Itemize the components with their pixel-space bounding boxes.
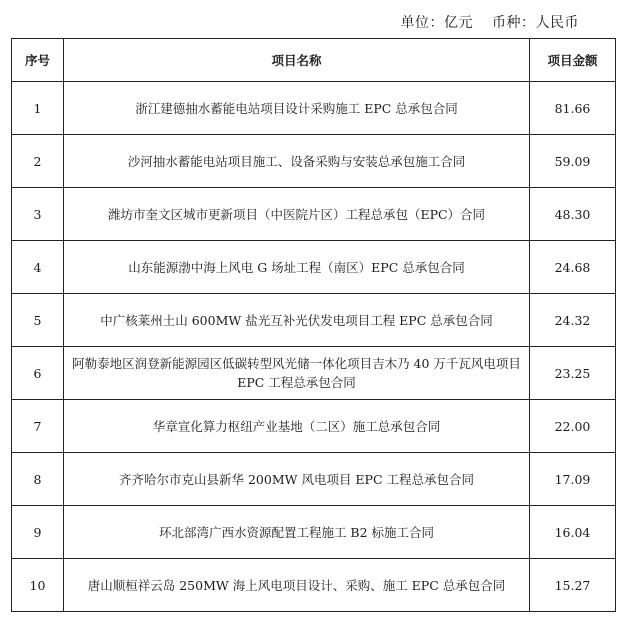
row-number-cell: 4 [12,241,64,294]
table-row [12,294,616,347]
amount-cell: 48.30 [530,188,616,241]
header-name: 项目名称 [64,39,530,82]
amount-cell: 17.09 [530,453,616,506]
project-name-cell: 山东能源渤中海上风电 G 场址工程（南区）EPC 总承包合同 [64,241,530,294]
table-row [12,241,616,294]
project-name-cell: 环北部湾广西水资源配置工程施工 B2 标施工合同 [64,506,530,559]
project-name-cell: 唐山顺桓祥云岛 250MW 海上风电项目设计、采购、施工 EPC 总承包合同 [64,559,530,612]
row-number-cell: 9 [12,506,64,559]
amount-cell: 59.09 [530,135,616,188]
header-no: 序号 [12,39,64,82]
amount-cell: 16.04 [530,506,616,559]
project-name-cell: 沙河抽水蓄能电站项目施工、设备采购与安装总承包施工合同 [64,135,530,188]
amount-cell: 22.00 [530,400,616,453]
row-number-cell: 6 [12,347,64,400]
row-number-cell: 8 [12,453,64,506]
table-body [12,82,616,612]
project-name-cell: 潍坊市奎文区城市更新项目（中医院片区）工程总承包（EPC）合同 [64,188,530,241]
project-table [11,38,616,612]
table-row [12,347,616,400]
project-name-cell: 阿勒泰地区润登新能源园区低碳转型风光储一体化项目吉木乃 40 万千瓦风电项目 EPC 工程总承包合同 [64,347,530,400]
project-name-cell: 浙江建德抽水蓄能电站项目设计采购施工 EPC 总承包合同 [64,82,530,135]
project-name-cell: 齐齐哈尔市克山县新华 200MW 风电项目 EPC 工程总承包合同 [64,453,530,506]
table-row [12,135,616,188]
table-row [12,188,616,241]
table-header-row [12,39,616,82]
project-name-cell: 中广核莱州土山 600MW 盐光互补光伏发电项目工程 EPC 总承包合同 [64,294,530,347]
unit-label: 单位：亿元 [400,15,474,31]
table-row [12,453,616,506]
amount-cell: 24.32 [530,294,616,347]
row-number-cell: 2 [12,135,64,188]
row-number-cell: 10 [12,559,64,612]
table-row [12,559,616,612]
row-number-cell: 7 [12,400,64,453]
table-row [12,400,616,453]
amount-cell: 23.25 [530,347,616,400]
row-number-cell: 5 [12,294,64,347]
amount-cell: 15.27 [530,559,616,612]
unit-line [387,12,579,32]
project-name-cell: 华章宣化算力枢纽产业基地（二区）施工总承包合同 [64,400,530,453]
amount-cell: 24.68 [530,241,616,294]
amount-cell: 81.66 [530,82,616,135]
header-amount: 项目金额 [530,39,616,82]
row-number-cell: 1 [12,82,64,135]
table-row [12,82,616,135]
table-row [12,506,616,559]
currency-label: 币种：人民币 [492,15,579,31]
row-number-cell: 3 [12,188,64,241]
